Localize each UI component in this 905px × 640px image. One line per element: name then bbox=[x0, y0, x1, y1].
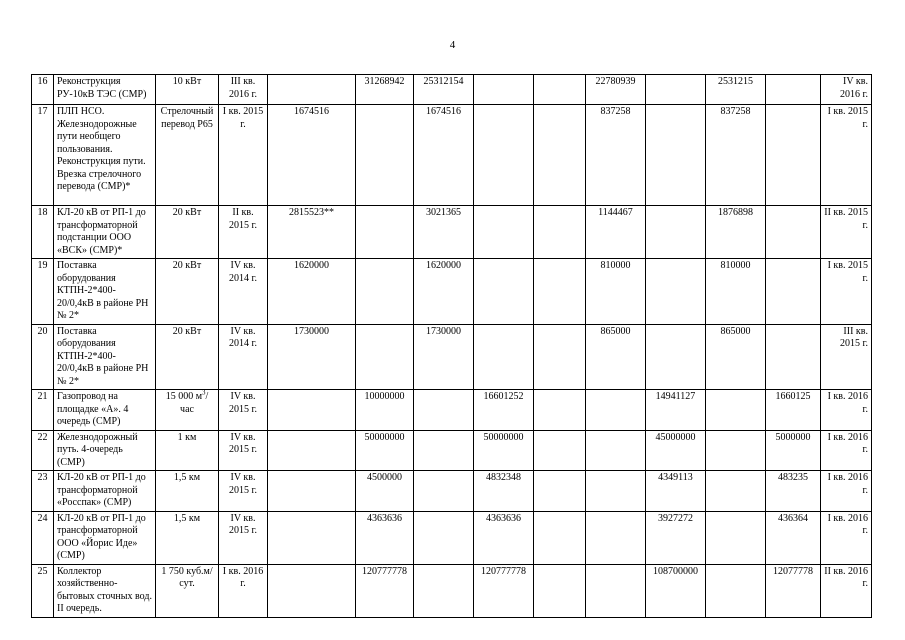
cost-value bbox=[706, 390, 766, 431]
start-period: IV кв. 2014 г. bbox=[219, 259, 268, 325]
row-number: 19 bbox=[32, 259, 54, 325]
cost-value bbox=[414, 564, 474, 617]
capacity: 1 750 куб.м/сут. bbox=[156, 564, 219, 617]
cost-value bbox=[766, 259, 821, 325]
end-period: III кв. 2015 г. bbox=[821, 324, 872, 390]
cost-value bbox=[706, 511, 766, 564]
cost-value: 810000 bbox=[706, 259, 766, 325]
row-number: 16 bbox=[32, 75, 54, 105]
project-name: Поставка оборудования КТПН-2*400-20/0,4кВ в районе РН № 2* bbox=[54, 324, 156, 390]
cost-value: 31268942 bbox=[356, 75, 414, 105]
cost-value: 4832348 bbox=[474, 471, 534, 512]
cost-value: 3927272 bbox=[646, 511, 706, 564]
cost-value bbox=[766, 324, 821, 390]
cost-value bbox=[534, 471, 586, 512]
cost-value bbox=[534, 564, 586, 617]
cost-value: 1730000 bbox=[414, 324, 474, 390]
row-number: 18 bbox=[32, 206, 54, 259]
start-period: IV кв. 2014 г. bbox=[219, 324, 268, 390]
cost-value: 4363636 bbox=[474, 511, 534, 564]
cost-value: 108700000 bbox=[646, 564, 706, 617]
cost-value: 120777778 bbox=[474, 564, 534, 617]
cost-value bbox=[356, 206, 414, 259]
end-period: I кв. 2016 г. bbox=[821, 430, 872, 471]
cost-value: 2815523** bbox=[268, 206, 356, 259]
cost-value bbox=[268, 390, 356, 431]
cost-value: 4363636 bbox=[356, 511, 414, 564]
start-period: IV кв. 2015 г. bbox=[219, 471, 268, 512]
page-number: 4 bbox=[449, 39, 456, 51]
cost-value bbox=[646, 324, 706, 390]
cost-value bbox=[646, 75, 706, 105]
capacity: 20 кВт bbox=[156, 259, 219, 325]
cost-value bbox=[474, 105, 534, 206]
cost-value bbox=[474, 259, 534, 325]
start-period: I кв. 2016 г. bbox=[219, 564, 268, 617]
cost-value bbox=[268, 564, 356, 617]
project-name: Коллектор хозяйственно-бытовых сточных вод. II очередь. bbox=[54, 564, 156, 617]
cost-value: 4500000 bbox=[356, 471, 414, 512]
cost-value bbox=[706, 430, 766, 471]
capacity: 10 кВт bbox=[156, 75, 219, 105]
capacity: Стрелочный перевод Р65 bbox=[156, 105, 219, 206]
table-row bbox=[32, 390, 872, 431]
cost-value bbox=[706, 564, 766, 617]
cost-value: 1674516 bbox=[414, 105, 474, 206]
cost-value: 1620000 bbox=[268, 259, 356, 325]
end-period: I кв. 2016 г. bbox=[821, 390, 872, 431]
cost-value: 120777778 bbox=[356, 564, 414, 617]
cost-value: 483235 bbox=[766, 471, 821, 512]
project-name: КЛ-20 кВ от РП-1 до трансформаторной «Росспак» (СМР) bbox=[54, 471, 156, 512]
cost-value bbox=[534, 105, 586, 206]
cost-value bbox=[534, 75, 586, 105]
start-period: IV кв. 2015 г. bbox=[219, 511, 268, 564]
row-number: 21 bbox=[32, 390, 54, 431]
capacity: 1,5 км bbox=[156, 471, 219, 512]
cost-value bbox=[534, 430, 586, 471]
end-period: I кв. 2016 г. bbox=[821, 471, 872, 512]
cost-value bbox=[474, 324, 534, 390]
table-row bbox=[32, 105, 872, 206]
cost-value bbox=[414, 430, 474, 471]
capacity: 15 000 $м^3$/час bbox=[156, 390, 219, 431]
table-row bbox=[32, 206, 872, 259]
cost-value: 2531215 bbox=[706, 75, 766, 105]
row-number: 24 bbox=[32, 511, 54, 564]
cost-value: 436364 bbox=[766, 511, 821, 564]
cost-value bbox=[706, 471, 766, 512]
row-number: 25 bbox=[32, 564, 54, 617]
cost-value: 4349113 bbox=[646, 471, 706, 512]
cost-value bbox=[356, 259, 414, 325]
cost-value bbox=[414, 471, 474, 512]
cost-value bbox=[534, 511, 586, 564]
start-period: IV кв. 2015 г. bbox=[219, 390, 268, 431]
cost-value bbox=[356, 105, 414, 206]
table-row bbox=[32, 75, 872, 105]
table-body bbox=[32, 75, 872, 618]
row-number: 22 bbox=[32, 430, 54, 471]
cost-value: 810000 bbox=[586, 259, 646, 325]
end-period: I кв. 2015 г. bbox=[821, 259, 872, 325]
cost-value bbox=[586, 471, 646, 512]
cost-value bbox=[534, 259, 586, 325]
cost-value bbox=[766, 206, 821, 259]
cost-value: 3021365 bbox=[414, 206, 474, 259]
cost-value bbox=[474, 206, 534, 259]
cost-value: 1876898 bbox=[706, 206, 766, 259]
cost-value bbox=[534, 324, 586, 390]
project-name: Железнодорожный путь. 4-очередь (СМР) bbox=[54, 430, 156, 471]
cost-value bbox=[534, 206, 586, 259]
table-row bbox=[32, 511, 872, 564]
cost-value bbox=[646, 105, 706, 206]
cost-value: 10000000 bbox=[356, 390, 414, 431]
end-period: I кв. 2015 г. bbox=[821, 105, 872, 206]
cost-value: 14941127 bbox=[646, 390, 706, 431]
cost-value: 837258 bbox=[586, 105, 646, 206]
project-name: ПЛП НСО. Железнодорожные пути необщего пользования. Реконструкция пути. Врезка стрелочного перевода (СМР)* bbox=[54, 105, 156, 206]
cost-value: 45000000 bbox=[646, 430, 706, 471]
project-name: КЛ-20 кВ от РП-1 до трансформаторной подстанции ООО «ВСК» (СМР)* bbox=[54, 206, 156, 259]
cost-value bbox=[268, 471, 356, 512]
cost-value bbox=[268, 75, 356, 105]
table-row bbox=[32, 430, 872, 471]
cost-value: 1660125 bbox=[766, 390, 821, 431]
start-period: II кв. 2015 г. bbox=[219, 206, 268, 259]
cost-value bbox=[586, 564, 646, 617]
project-name: КЛ-20 кВ от РП-1 до трансформаторной ООО «Йорис Иде» (СМР) bbox=[54, 511, 156, 564]
capacity: 20 кВт bbox=[156, 206, 219, 259]
cost-value: 50000000 bbox=[474, 430, 534, 471]
row-number: 23 bbox=[32, 471, 54, 512]
cost-value: 837258 bbox=[706, 105, 766, 206]
cost-value: 12077778 bbox=[766, 564, 821, 617]
table-row bbox=[32, 324, 872, 390]
capacity: 1 км bbox=[156, 430, 219, 471]
cost-value bbox=[646, 206, 706, 259]
cost-value: 22780939 bbox=[586, 75, 646, 105]
start-period: IV кв. 2015 г. bbox=[219, 430, 268, 471]
cost-value: 865000 bbox=[586, 324, 646, 390]
cost-value bbox=[414, 511, 474, 564]
cost-value: 25312154 bbox=[414, 75, 474, 105]
table-row bbox=[32, 564, 872, 617]
cost-value bbox=[414, 390, 474, 431]
start-period: I кв. 2015 г. bbox=[219, 105, 268, 206]
cost-value bbox=[766, 105, 821, 206]
cost-value: 1674516 bbox=[268, 105, 356, 206]
investment-projects-table bbox=[31, 74, 872, 618]
cost-value: 16601252 bbox=[474, 390, 534, 431]
start-period: III кв. 2016 г. bbox=[219, 75, 268, 105]
project-name: Газопровод на площадке «А». 4 очередь (СМР) bbox=[54, 390, 156, 431]
cost-value bbox=[474, 75, 534, 105]
end-period: IV кв. 2016 г. bbox=[821, 75, 872, 105]
cost-value bbox=[268, 511, 356, 564]
end-period: I кв. 2016 г. bbox=[821, 511, 872, 564]
cost-value bbox=[766, 75, 821, 105]
capacity: 20 кВт bbox=[156, 324, 219, 390]
cost-value bbox=[534, 390, 586, 431]
cost-value: 865000 bbox=[706, 324, 766, 390]
cost-value: 1730000 bbox=[268, 324, 356, 390]
row-number: 20 bbox=[32, 324, 54, 390]
cost-value bbox=[356, 324, 414, 390]
project-name: Реконструкция РУ-10кВ ТЭС (СМР) bbox=[54, 75, 156, 105]
end-period: II кв. 2016 г. bbox=[821, 564, 872, 617]
capacity: 1,5 км bbox=[156, 511, 219, 564]
cost-value bbox=[586, 511, 646, 564]
cost-value bbox=[646, 259, 706, 325]
project-name: Поставка оборудования КТПН-2*400-20/0,4кВ в районе РН № 2* bbox=[54, 259, 156, 325]
cost-value: 1144467 bbox=[586, 206, 646, 259]
row-number: 17 bbox=[32, 105, 54, 206]
cost-value bbox=[268, 430, 356, 471]
end-period: II кв. 2015 г. bbox=[821, 206, 872, 259]
table-row bbox=[32, 259, 872, 325]
cost-value bbox=[586, 430, 646, 471]
cost-value: 50000000 bbox=[356, 430, 414, 471]
cost-value bbox=[586, 390, 646, 431]
cost-value: 1620000 bbox=[414, 259, 474, 325]
cost-value: 5000000 bbox=[766, 430, 821, 471]
table-row bbox=[32, 471, 872, 512]
